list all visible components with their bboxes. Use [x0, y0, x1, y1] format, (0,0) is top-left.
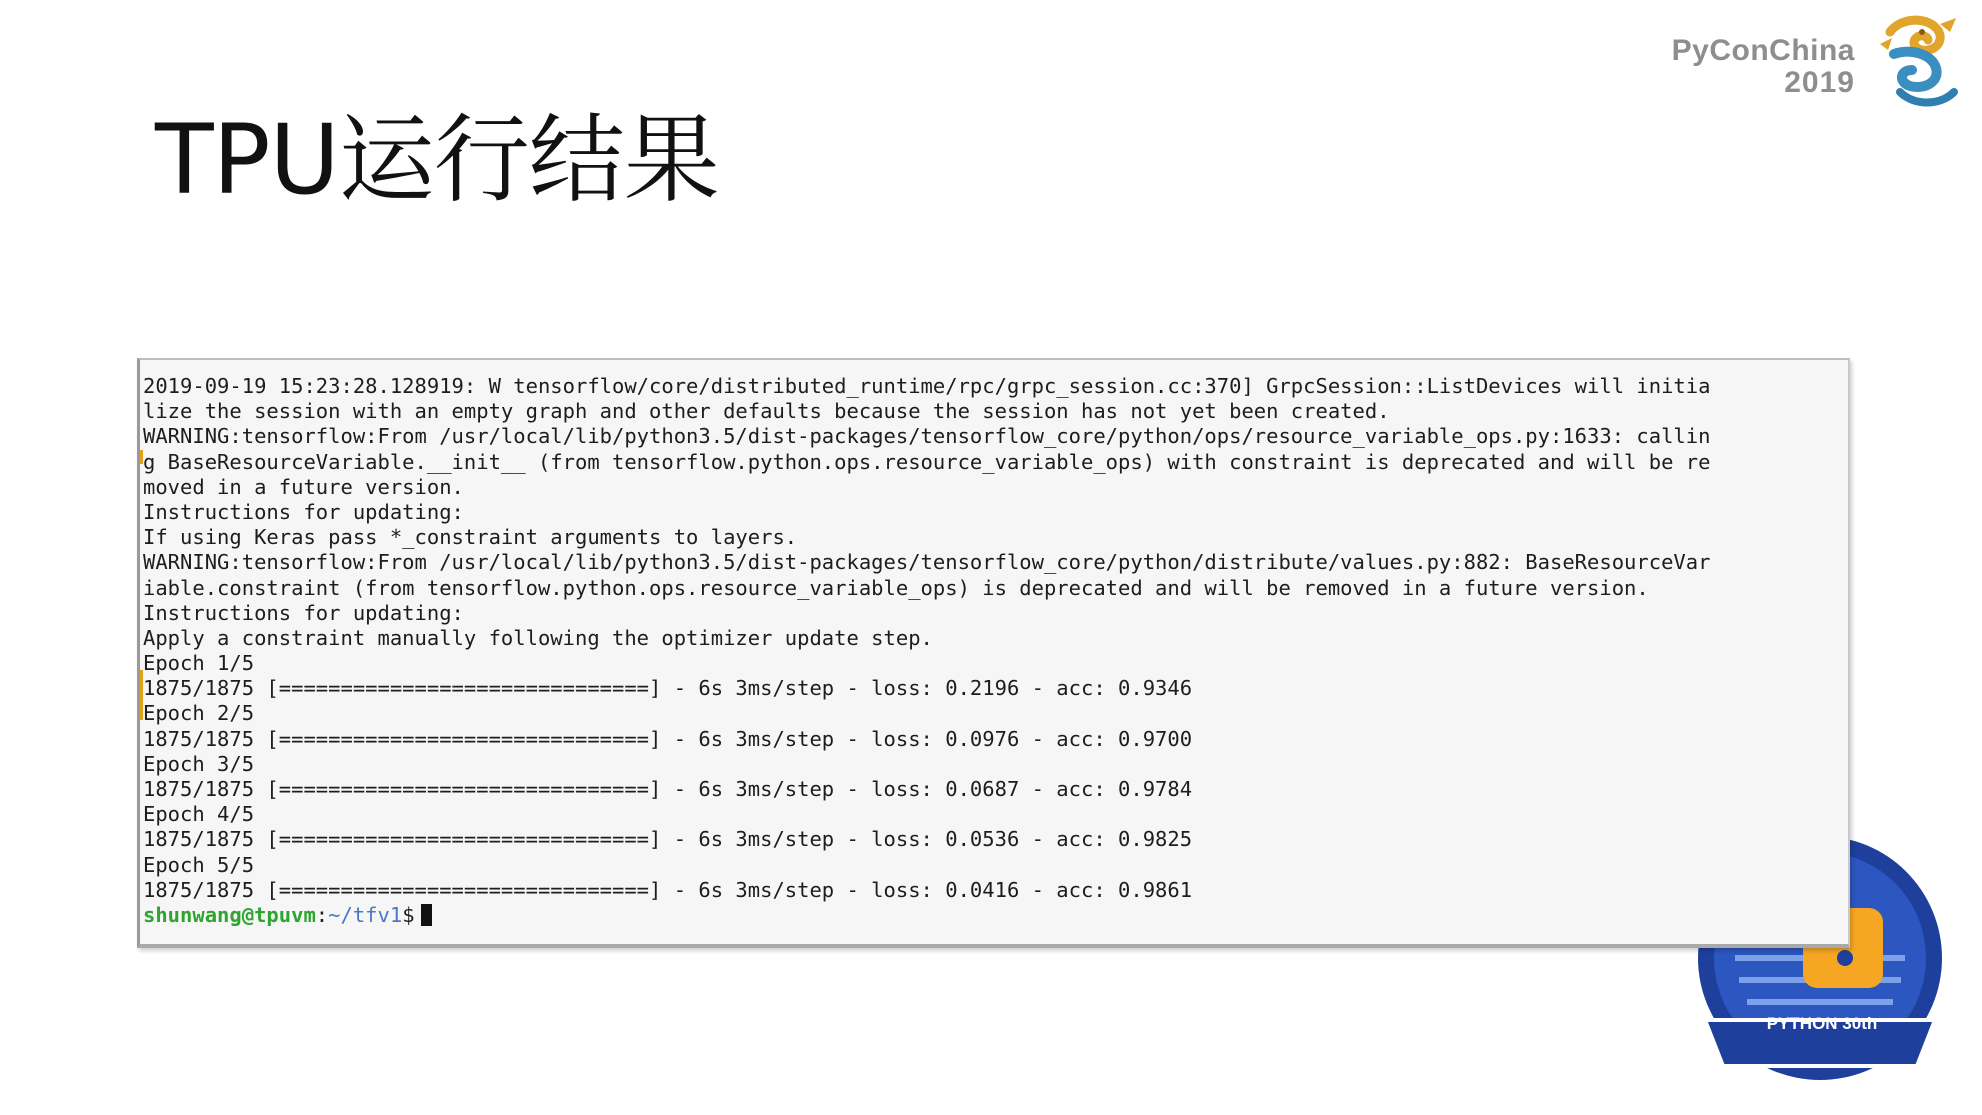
terminal-line: 1875/1875 [==============================] - 6s 3ms/step - loss: 0.0416 - acc: 0.9861 — [143, 877, 1193, 902]
terminal-line: 1875/1875 [==============================] - 6s 3ms/step - loss: 0.0976 - acc: 0.9700 — [143, 726, 1193, 751]
terminal-line: Epoch 5/5 — [143, 852, 255, 877]
terminal-line: If using Keras pass *_constraint arguments to layers. — [143, 525, 798, 550]
terminal-line: Epoch 1/5 — [143, 651, 255, 676]
terminal-line: WARNING:tensorflow:From /usr/local/lib/python3.5/dist-packages/tensorflow_core/python/distribute/values.py:882: BaseResourceVar — [143, 550, 1711, 575]
terminal-line: Apply a constraint manually following the optimizer update step. — [143, 625, 933, 650]
terminal-window — [137, 358, 1850, 948]
terminal-line: Epoch 2/5 — [143, 701, 255, 726]
terminal-line: lize the session with an empty graph and other defaults because the session has not yet been created. — [143, 399, 1390, 424]
terminal-line: Instructions for updating: — [143, 499, 464, 524]
brand-name: PyConChina — [1671, 34, 1855, 67]
terminal-line: moved in a future version. — [143, 474, 464, 499]
badge-label: PYTHON 30th — [1766, 1014, 1878, 1033]
terminal-line: 1875/1875 [==============================] - 6s 3ms/step - loss: 0.2196 - acc: 0.9346 — [143, 676, 1193, 701]
prompt-symbol: $ — [402, 902, 415, 927]
brand-logo-text — [1672, 34, 1855, 98]
terminal-line: WARNING:tensorflow:From /usr/local/lib/python3.5/dist-packages/tensorflow_core/python/ops/resource_variable_ops.py:1633: callin — [143, 424, 1711, 449]
prompt-path: ~/tfv1 — [328, 902, 403, 927]
terminal-line: 2019-09-19 15:23:28.128919: W tensorflow/core/distributed_runtime/rpc/grpc_session.cc:370] GrpcSession::ListDevices will initia — [143, 374, 1711, 398]
dragon-logo-icon — [1870, 14, 1962, 112]
terminal-line: Epoch 4/5 — [143, 802, 255, 827]
terminal-output — [143, 374, 1710, 928]
prompt-user-host: shunwang@tpuvm — [143, 902, 316, 927]
brand-year: 2019 — [1784, 66, 1855, 99]
terminal-line: Instructions for updating: — [143, 600, 464, 625]
terminal-prompt-line[interactable] — [143, 903, 1710, 928]
terminal-line: Epoch 3/5 — [143, 751, 255, 776]
terminal-cursor-icon[interactable] — [421, 904, 432, 926]
slide-title: TPU运行结果 — [155, 104, 719, 216]
terminal-line: 1875/1875 [==============================] - 6s 3ms/step - loss: 0.0687 - acc: 0.9784 — [143, 777, 1193, 801]
prompt-separator: : — [315, 902, 329, 927]
terminal-line: g BaseResourceVariable.__init__ (from tensorflow.python.ops.resource_variable_ops) with constraint is deprecated and will be re — [143, 449, 1711, 474]
terminal-line: iable.constraint (from tensorflow.python.ops.resource_variable_ops) is deprecated and will be removed in a future version. — [143, 575, 1649, 600]
terminal-line: 1875/1875 [==============================] - 6s 3ms/step - loss: 0.0536 - acc: 0.9825 — [143, 827, 1193, 852]
